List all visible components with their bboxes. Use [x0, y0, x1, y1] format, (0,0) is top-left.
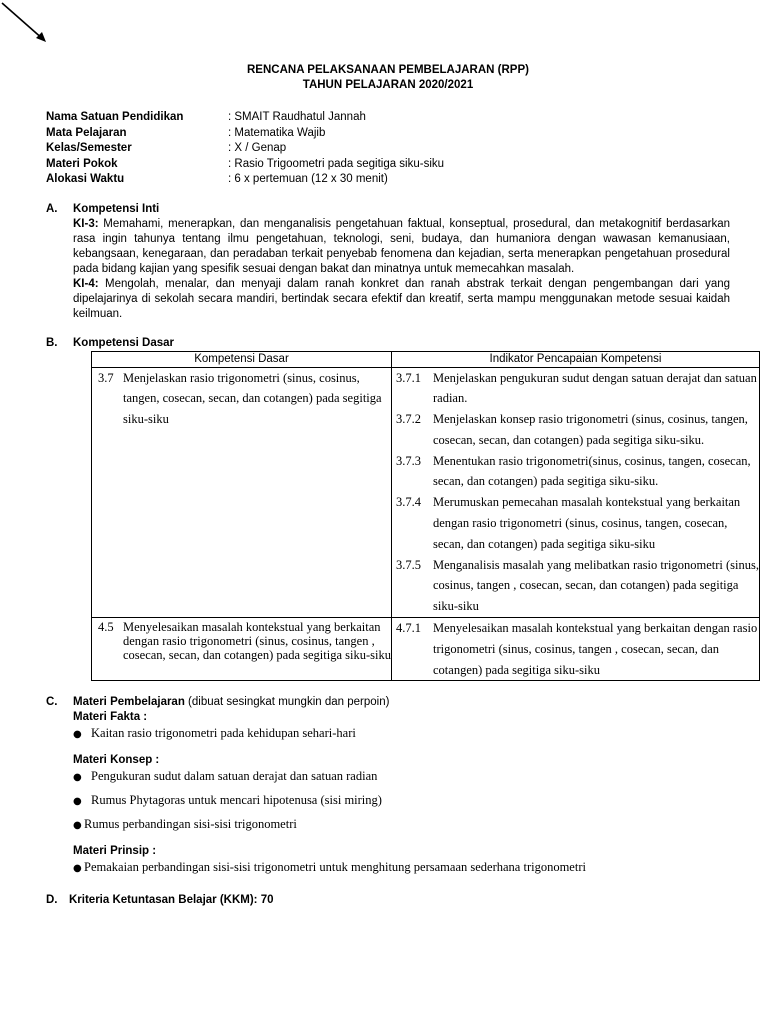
table-header-row: [92, 351, 760, 367]
table-cell: [92, 618, 392, 681]
meta-label: Kelas/Semester: [46, 142, 132, 154]
section-d-heading: [46, 894, 730, 906]
section-letter: A.: [46, 202, 58, 215]
kd-number: 3.7: [98, 370, 114, 385]
meta-value: : 6 x pertemuan (12 x 30 menit): [228, 173, 388, 185]
bullet-dot: ●: [73, 772, 82, 784]
section-letter: D.: [46, 894, 58, 907]
meta-label: Materi Pokok: [46, 157, 118, 170]
indicator-item: [392, 492, 759, 554]
meta-value: : X / Genap: [228, 142, 287, 154]
kd-number: 4.5: [98, 620, 114, 635]
kompetensi-table: [91, 351, 760, 682]
list-item: [73, 859, 730, 877]
list-item: [73, 768, 730, 786]
meta-label: Nama Satuan Pendidikan: [46, 111, 184, 123]
column-header: Indikator Pencapaian Kompetensi: [392, 351, 760, 367]
indicator-text: Menjelaskan pengukuran sudut dengan satuan derajat dan satuan radian.: [433, 370, 757, 406]
indicator-text: Menganalisis masalah yang melibatkan rasio trigonometri (sinus, cosinus, tangen , cosecan, secan, dan cotangen) pada segitiga siku-siku: [433, 557, 759, 614]
section-b-heading: [46, 336, 730, 351]
ki-4-label: KI-4:: [73, 277, 99, 290]
meta-value: : Rasio Trigoometri pada segitiga siku-siku: [228, 157, 445, 170]
section-letter: B.: [46, 336, 58, 349]
indicator-item: [392, 368, 759, 410]
indicator-item: [392, 618, 759, 680]
list-item-text: Pengukuran sudut dalam satuan derajat dan satuan radian: [91, 769, 378, 784]
list-item: [73, 816, 730, 834]
table-cell: [392, 367, 760, 618]
materi-konsep-label: Materi Konsep :: [73, 754, 160, 767]
ki-3-text: Memahami, menerapkan, dan menganalisis pengetahuan faktual, konseptual, prosedural, dan metakognitif berdasarkan rasa ingin tahunya tentang ilmu pengetahuan, teknologi, seni, budaya, dan humaniora dengan wawasan kemanusiaan, kebangsaan, kenegaraan, dan peradaban terkait penyebab fenomena dan kejadian, serta menerapkan pengetahuan prosedural pada bidang kajian yang spesifik sesuai dengan bakat dan minatnya untuk memecahkan masalah.: [73, 217, 730, 275]
meta-value: : SMAIT Raudhatul Jannah: [228, 111, 366, 123]
arrow-icon: [0, 0, 60, 50]
ki-4-paragraph: [73, 277, 730, 322]
meta-label: Alokasi Waktu: [46, 173, 125, 185]
bullet-dot: ●: [73, 863, 82, 875]
indicator-text: Menjelaskan konsep rasio trigonometri (sinus, cosinus, tangen, cosecan, secan, dan cotangen) pada segitiga siku-siku.: [433, 412, 748, 447]
bullet-dot: ●: [73, 820, 82, 832]
table-row: [92, 367, 760, 618]
meta-row: [46, 141, 730, 157]
indicator-item: [392, 409, 759, 451]
section-note: (dibuat sesingkat mungkin dan perpoin): [184, 696, 390, 709]
kd-text: Menyelesaikan masalah kontekstual yang berkaitan dengan rasio trigonometri (sinus, cosinus, tangen , cosecan, secan, dan cotangen) pada segitiga siku-siku: [123, 620, 391, 662]
section-title: Materi Pembelajaran: [73, 696, 185, 709]
section-title: Kompetensi Inti: [73, 202, 160, 215]
list-item: [73, 792, 730, 810]
list-item-text: Rumus perbandingan sisi-sisi trigonometri: [84, 817, 297, 832]
indicator-text: Menentukan rasio trigonometri(sinus, cosinus, tangen, cosecan, secan, dan cotangen) pada segitiga siku-siku.: [433, 453, 751, 489]
meta-row: [46, 172, 730, 188]
bullet-dot: ●: [73, 796, 82, 808]
meta-row: [46, 110, 730, 126]
indicator-text: Merumuskan pemecahan masalah kontekstual yang berkaitan dengan rasio trigonometri (sinus, cosinus, tangen, cosecan, secan, dan cotangen) pada segitiga siku-siku: [433, 495, 741, 551]
indicator-number: 3.7.3: [396, 453, 421, 468]
table-cell: [392, 618, 760, 681]
indicator-item: [392, 555, 759, 617]
section-a-heading: [46, 202, 730, 217]
meta-label: Mata Pelajaran: [46, 126, 127, 139]
list-item-text: Kaitan rasio trigonometri pada kehidupan sehari-hari: [91, 726, 356, 741]
section-c-heading: [46, 695, 730, 710]
indicator-number: 3.7.2: [396, 412, 421, 427]
materi-prinsip-label: Materi Prinsip :: [73, 845, 157, 858]
kd-text: Menjelaskan rasio trigonometri (sinus, cosinus, tangen, cosecan, secan, dan cotangen) pada segitiga siku-siku: [123, 370, 382, 427]
doc-title: RENCANA PELAKSANAAN PEMBELAJARAN (RPP): [247, 64, 529, 76]
meta-row: [46, 157, 730, 173]
indicator-number: 3.7.5: [396, 557, 421, 572]
indicator-item: [392, 451, 759, 493]
section-title: Kriteria Ketuntasan Belajar (KKM): 70: [69, 894, 274, 907]
indicator-number: 4.7.1: [396, 621, 421, 636]
indicator-text: Menyelesaikan masalah kontekstual yang berkaitan dengan rasio trigonometri (sinus, cosinus, tangen , cosecan, secan, dan cotangen) pada segitiga siku-siku: [433, 621, 758, 677]
identity-block: [46, 110, 730, 188]
table-cell: [92, 367, 392, 618]
kd-item: [92, 618, 391, 662]
column-header: Kompetensi Dasar: [92, 351, 392, 367]
indicator-number: 3.7.1: [396, 370, 421, 385]
table-row: [92, 618, 760, 681]
ki-4-text: Mengolah, menalar, dan menyaji dalam ranah konkret dan ranah abstrak terkait dengan pengembangan dari yang dipelajarinya di sekolah secara mandiri, bertindak secara efektif dan kreatif, serta mampu menggunakan metode sesuai kaidah keilmuan.: [73, 277, 730, 320]
section-title: Kompetensi Dasar: [73, 336, 174, 349]
meta-row: [46, 126, 730, 142]
list-item-text: Rumus Phytagoras untuk mencari hipotenusa (sisi miring): [91, 793, 382, 808]
list-item-text: Pemakaian perbandingan sisi-sisi trigonometri untuk menghitung persamaan sederhana trigonometri: [84, 860, 586, 875]
doc-subtitle: TAHUN PELAJARAN 2020/2021: [302, 79, 474, 91]
meta-value: : Matematika Wajib: [228, 126, 326, 139]
bullet-dot: ●: [73, 729, 82, 741]
kd-item: [92, 368, 391, 430]
materi-fakta-label: Materi Fakta :: [73, 711, 148, 724]
section-letter: C.: [46, 696, 58, 709]
ki-3-label: KI-3:: [73, 217, 99, 230]
indicator-number: 3.7.4: [396, 495, 421, 510]
list-item: [73, 725, 730, 743]
ki-3-paragraph: [73, 217, 730, 277]
document-page: [46, 60, 759, 907]
